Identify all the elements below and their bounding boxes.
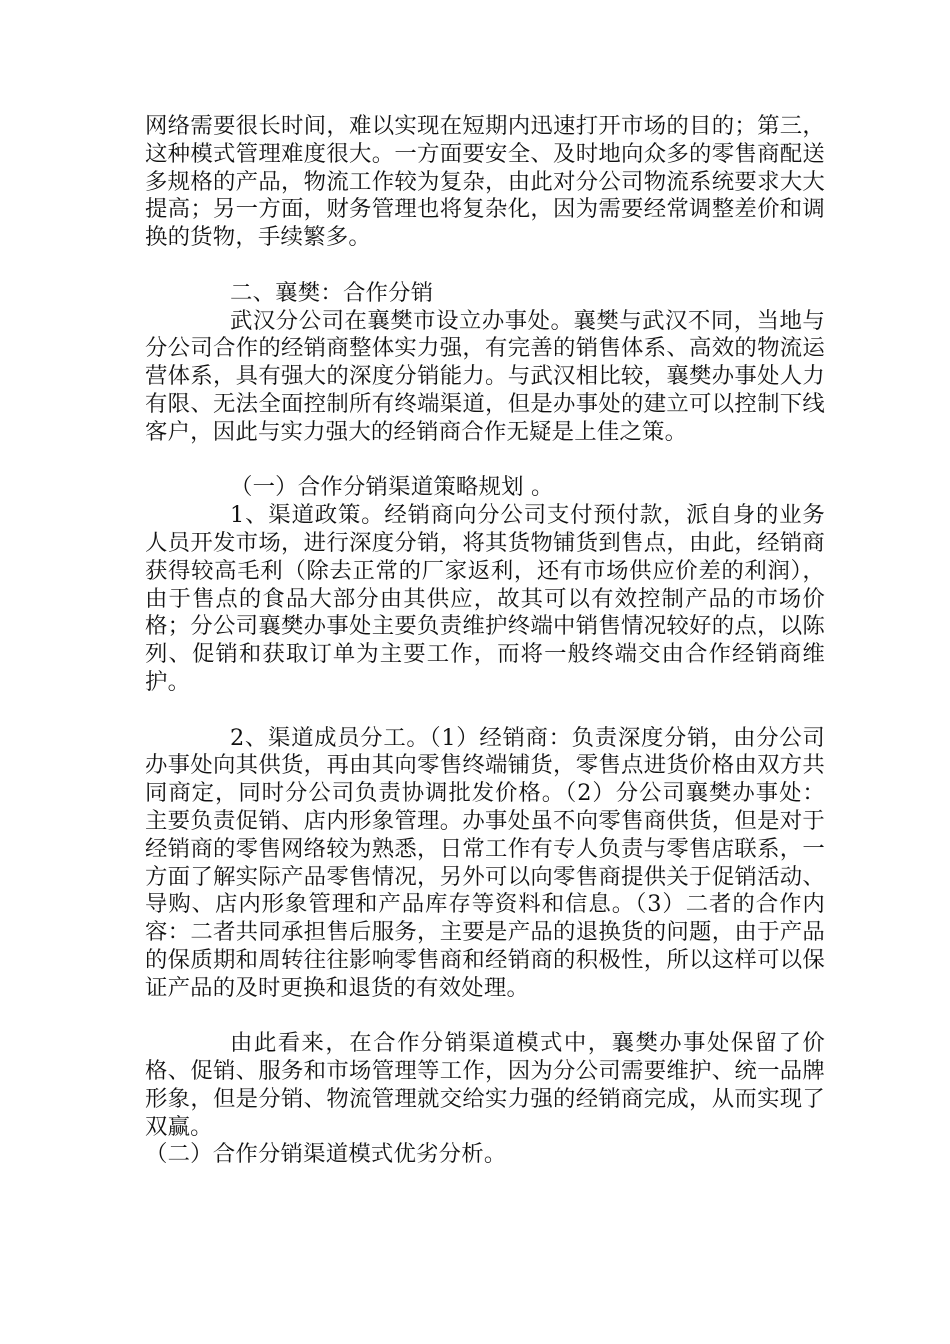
subsection-heading-analysis: （二）合作分销渠道模式优劣分析。 — [145, 1141, 507, 1168]
paragraph-xiangfan-office: 武汉分公司在襄樊市设立办事处。襄樊与武汉不同，当地与分公司合作的经销商整体实力强，有完善的销售体系、高效的物流运营体系，具有强大的深度分销能力。与武汉相比较，襄樊办事处人力有限、无法全面控制所有终端渠道，但是办事处的建立可以控制下线客户，因此与实力强大的经销商合作无疑是上佳之策。 — [145, 307, 825, 445]
paragraph-gap — [145, 447, 825, 475]
paragraph-member-division: 2、渠道成员分工。（1）经销商：负责深度分销，由分公司办事处向其供货，再由其向零售终端铺货，零售点进货价格由双方共同商定，同时分公司负责协调批发价格。（2）分公司襄樊办事处：主要负责促销、店内形象管理。办事处虽不向零售商供货，但是对于经销商的零售网络较为熟悉，日常工作有专人负责与零售店联系，一方面了解实际产品零售情况，另外可以向零售商提供关于促销活动、导购、店内形象管理和产品库存等资料和信息。（3）二者的合作内容：二者共同承担售后服务，主要是产品的退换货的问题，由于产品的保质期和周转往往影响零售商和经销商的积极性，所以这样可以保证产品的及时更换和退货的有效处理。 — [145, 724, 825, 1001]
subsection-heading-strategy: （一）合作分销渠道策略规划 。 — [230, 474, 554, 501]
document-page — [145, 113, 825, 1169]
paragraph-channel-drawbacks: 网络需要很长时间，难以实现在短期内迅速打开市场的目的；第三，这种模式管理难度很大。一方面要安全、及时地向众多的零售商配送多规格的产品，物流工作较为复杂，由此对分公司物流系统要求大大提高；另一方面，财务管理也将复杂化，因为需要经常调整差价和调换的货物，手续繁多。 — [145, 113, 825, 251]
paragraph-channel-policy: 1、渠道政策。经销商向分公司支付预付款，派自身的业务人员开发市场，进行深度分销，将其货物铺货到售点，由此，经销商获得较高毛利（除去正常的厂家返利，还有市场供应价差的利润），由于售点的食品大部分由其供应，故其可以有效控制产品的市场价格；分公司襄樊办事处主要负责维护终端中销售情况较好的点，以陈列、促销和获取订单为主要工作，而将一般终端交由合作经销商维护。 — [145, 502, 825, 695]
paragraph-gap — [145, 697, 825, 725]
paragraph-gap — [145, 252, 825, 280]
paragraph-gap — [145, 1003, 825, 1031]
section-heading-xiangfan: 二、襄樊：合作分销 — [230, 279, 434, 306]
paragraph-conclusion: 由此看来，在合作分销渠道模式中，襄樊办事处保留了价格、促销、服务和市场管理等工作，因为分公司需要维护、统一品牌形象，但是分销、物流管理就交给实力强的经销商完成，从而实现了双赢。 — [145, 1030, 825, 1140]
